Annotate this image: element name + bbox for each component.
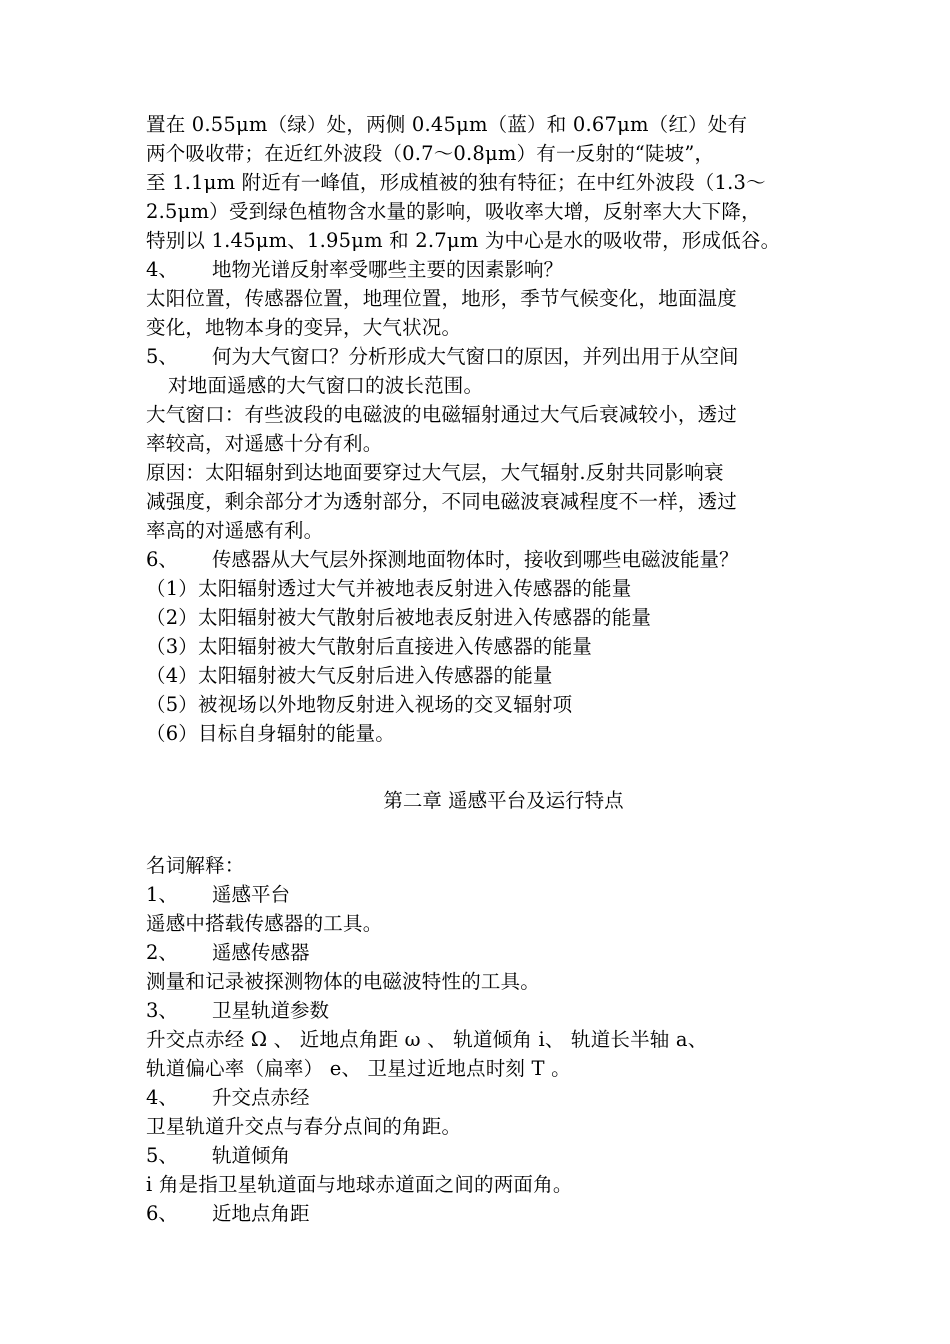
text-line: 至 1.1μm 附近有一峰值，形成植被的独有特征；在中红外波段（1.3～ [146, 171, 766, 194]
text-line: 两个吸收带；在近红外波段（0.7～0.8μm）有一反射的“陡坡”， [146, 142, 715, 165]
answer-line: 率较高，对遥感十分有利。 [146, 432, 383, 455]
term-text: 近地点角距 [212, 1202, 310, 1225]
term-5 [146, 1141, 811, 1199]
term-line [146, 880, 811, 909]
text-line: 置在 0.55μm（绿）处，两侧 0.45μm（蓝）和 0.67μm（红）处有 [146, 113, 748, 136]
term-text: 升交点赤经 [212, 1086, 310, 1109]
term-text: 卫星轨道参数 [212, 999, 330, 1022]
term-number: 1、 [146, 883, 178, 906]
question-text: 何为大气窗口？分析形成大气窗口的原因，并列出用于从空间 [212, 345, 739, 368]
term-6 [146, 1199, 811, 1228]
list-item: （3）太阳辐射被大气散射后直接进入传感器的能量 [146, 635, 593, 658]
term-number: 5、 [146, 1144, 178, 1167]
answer-line: 原因：太阳辐射到达地面要穿过大气层，大气辐射.反射共同影响衰 [146, 461, 724, 484]
question-line [146, 342, 811, 371]
question-text-continued: 对地面遥感的大气窗口的波长范围。 [168, 374, 484, 397]
term-number: 6、 [146, 1202, 178, 1225]
question-line [146, 545, 811, 574]
answer-line: 减强度，剩余部分才为透射部分，不同电磁波衰减程度不一样，透过 [146, 490, 738, 513]
term-number: 4、 [146, 1086, 178, 1109]
question-line [146, 255, 811, 284]
term-number: 2、 [146, 941, 178, 964]
answer-line: 率高的对遥感有利。 [146, 519, 324, 542]
list-item: （4）太阳辐射被大气反射后进入传感器的能量 [146, 664, 553, 687]
term-4 [146, 1083, 811, 1141]
question-text: 地物光谱反射率受哪些主要的因素影响？ [212, 258, 564, 281]
term-text: 遥感传感器 [212, 941, 310, 964]
term-line [146, 1199, 811, 1228]
term-3 [146, 996, 811, 1083]
term-line [146, 996, 811, 1025]
question-number: 4、 [146, 258, 178, 281]
question-5 [146, 342, 811, 545]
list-item: （2）太阳辐射被大气散射后被地表反射进入传感器的能量 [146, 606, 652, 629]
term-number: 3、 [146, 999, 178, 1022]
list-item: （6）目标自身辐射的能量。 [146, 722, 396, 745]
text-line: 2.5μm）受到绿色植物含水量的影响，吸收率大增，反射率大大下降， [146, 200, 761, 223]
definition-line: 遥感中搭载传感器的工具。 [146, 912, 383, 935]
definition-line: 卫星轨道升交点与春分点间的角距。 [146, 1115, 462, 1138]
question-4 [146, 255, 811, 342]
section-heading: 名词解释： [146, 854, 245, 877]
answer-line: 变化，地物本身的变异，大气状况。 [146, 316, 462, 339]
question-number: 6、 [146, 548, 178, 571]
term-line [146, 1141, 811, 1170]
question-6 [146, 545, 811, 748]
answer-line: 太阳位置，传感器位置，地理位置，地形，季节气候变化，地面温度 [146, 287, 738, 310]
chapter-title: 第二章 遥感平台及运行特点 [383, 789, 624, 812]
document-body [146, 110, 811, 1228]
term-line [146, 938, 811, 967]
text-line: 特别以 1.45μm、1.95μm 和 2.7μm 为中心是水的吸收带，形成低谷。 [146, 229, 781, 252]
term-text: 轨道倾角 [212, 1144, 291, 1167]
term-text: 遥感平台 [212, 883, 291, 906]
term-line [146, 1083, 811, 1112]
definition-line: i 角是指卫星轨道面与地球赤道面之间的两面角。 [146, 1173, 573, 1196]
list-item: （5）被视场以外地物反射进入视场的交叉辐射项 [146, 693, 573, 716]
term-1 [146, 880, 811, 938]
definition-line: 轨道偏心率（扁率） e、 卫星过近地点时刻 T 。 [146, 1057, 571, 1080]
term-2 [146, 938, 811, 996]
intro-paragraph [146, 110, 811, 255]
question-text: 传感器从大气层外探测地面物体时，接收到哪些电磁波能量？ [212, 548, 739, 571]
definition-line: 升交点赤经 Ω 、 近地点角距 ω 、 轨道倾角 i、 轨道长半轴 a、 [146, 1028, 708, 1051]
list-item: （1）太阳辐射透过大气并被地表反射进入传感器的能量 [146, 577, 632, 600]
definition-line: 测量和记录被探测物体的电磁波特性的工具。 [146, 970, 541, 993]
answer-line: 大气窗口：有些波段的电磁波的电磁辐射通过大气后衰减较小，透过 [146, 403, 738, 426]
question-number: 5、 [146, 345, 178, 368]
